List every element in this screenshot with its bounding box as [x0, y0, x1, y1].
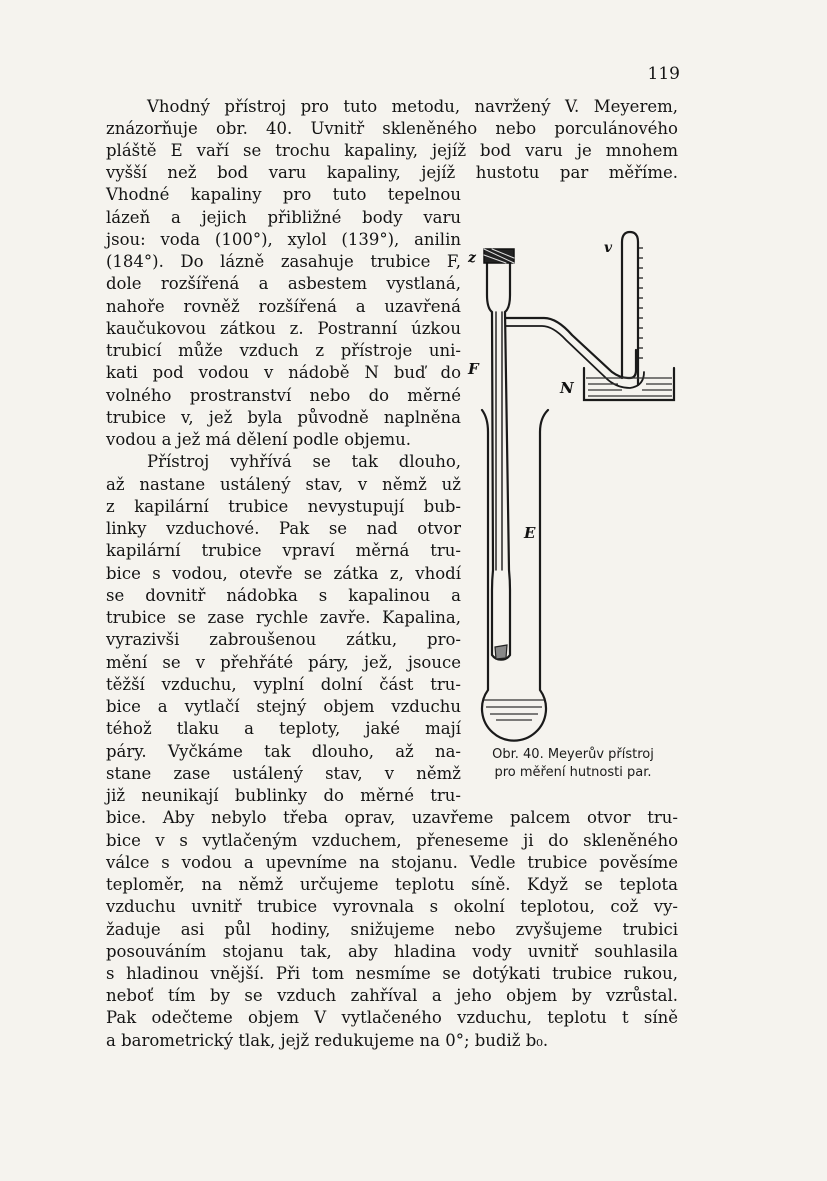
page-number: 119: [647, 64, 680, 84]
sample-vial: [495, 645, 507, 659]
text-line: lázeň a jejich přibližné body varu: [106, 208, 461, 227]
tube-f: [487, 260, 510, 660]
text-line: Vhodné kapaliny pro tuto tepelnou: [106, 185, 461, 204]
label-f: F: [468, 360, 479, 378]
text-line: posouváním stojanu tak, aby hladina vody uvnitř souhlasila: [106, 942, 678, 961]
text-line: kapilární trubice vpraví měrná tru-: [106, 541, 461, 560]
text-line: nahoře rovněž rozšířená a uzavřená: [106, 297, 461, 316]
text-line: dole rozšířená a asbestem vystlaná,: [106, 274, 461, 293]
text-line: znázorňuje obr. 40. Uvnitř skleněného nebo porculánového: [106, 119, 678, 138]
text-line: až nastane ustálený stav, v němž už: [106, 475, 461, 494]
caption-line: Obr. 40. Meyerův přístroj: [492, 747, 654, 762]
label-z: z: [468, 250, 476, 266]
text-line: z kapilární trubice nevystupují bub-: [106, 497, 461, 516]
figure-caption: [462, 746, 684, 782]
text-line: neboť tím by se vzduch zahříval a jeho objem by vzrůstal.: [106, 986, 678, 1005]
text-line: již neunikají bublinky do měrné tru-: [106, 786, 461, 805]
text-line: bice. Aby nebylo třeba oprav, uzavřeme palcem otvor tru-: [106, 808, 678, 827]
text-line: vzduchu uvnitř trubice vyrovnala s okolní teplotou, což vy-: [106, 897, 678, 916]
text-line: a barometrický tlak, jejž redukujeme na 0°; budiž b₀.: [106, 1031, 549, 1050]
text-line: linky vzduchové. Pak se nad otvor: [106, 519, 461, 538]
text-line: trubice v, jež byla původně naplněna: [106, 408, 461, 427]
text-line: bice v s vytlačeným vzduchem, přeneseme ji do skleněného: [106, 831, 678, 850]
text-line: kaučukovou zátkou z. Postranní úzkou: [106, 319, 461, 338]
text-line: žaduje asi půl hodiny, snižujeme nebo zvyšujeme trubici: [106, 920, 678, 939]
text-line: bice s vodou, otevře se zátka z, vhodí: [106, 564, 461, 583]
caption-line: pro měření hutnosti par.: [494, 765, 652, 780]
text-line: vodou a jež má dělení podle objemu.: [106, 430, 412, 449]
text-line: trubice se zase rychle zavře. Kapalina,: [106, 608, 461, 627]
text-line: volného prostranství nebo do měrné: [106, 386, 461, 405]
text-line: teploměr, na němž určujeme teplotu síně. Když se teplota: [106, 875, 678, 894]
text-line: Přístroj vyhřívá se tak dlouho,: [147, 452, 461, 471]
side-capillary: [506, 318, 636, 378]
text-line: páry. Vyčkáme tak dlouho, až na-: [106, 742, 461, 761]
text-line: vyšší než bod varu kapaliny, jejíž hustotu par měříme.: [106, 163, 678, 182]
text-line: kati pod vodou v nádobě N buď do: [106, 363, 461, 382]
text-line: bice a vytlačí stejný objem vzduchu: [106, 697, 461, 716]
text-line: (184°). Do lázně zasahuje trubice F,: [106, 252, 461, 271]
text-line: pláště E vaří se trochu kapaliny, jejíž bod varu je mnohem: [106, 141, 678, 160]
label-v: v: [604, 240, 613, 256]
text-line: jsou: voda (100°), xylol (139°), anilin: [106, 230, 461, 249]
meyer-apparatus-figure: [462, 200, 687, 760]
text-line: téhož tlaku a teploty, jaké mají: [106, 719, 461, 738]
text-line: vyrazivši zabroušenou zátku, pro-: [106, 630, 461, 649]
text-line: trubicí může vzduch z přístroje uni-: [106, 341, 461, 360]
text-line: válce s vodou a upevníme na stojanu. Vedle trubice pověsíme: [106, 853, 678, 872]
text-line: těžší vzduchu, vyplní dolní část tru-: [106, 675, 461, 694]
text-line: mění se v přehřáté páry, jež, jsouce: [106, 653, 461, 672]
meyer-apparatus-diagram: [462, 200, 687, 760]
label-n: N: [560, 379, 574, 397]
text-line: Pak odečteme objem V vytlačeného vzduchu, teplotu t síně: [106, 1008, 678, 1027]
text-line: Vhodný přístroj pro tuto metodu, navržený V. Meyerem,: [147, 97, 678, 116]
text-line: se dovnitř nádobka s kapalinou a: [106, 586, 461, 605]
text-line: s hladinou vnější. Při tom nesmíme se dotýkati trubice rukou,: [106, 964, 678, 983]
text-line: stane zase ustálený stav, v němž: [106, 764, 461, 783]
label-e: E: [524, 524, 536, 542]
